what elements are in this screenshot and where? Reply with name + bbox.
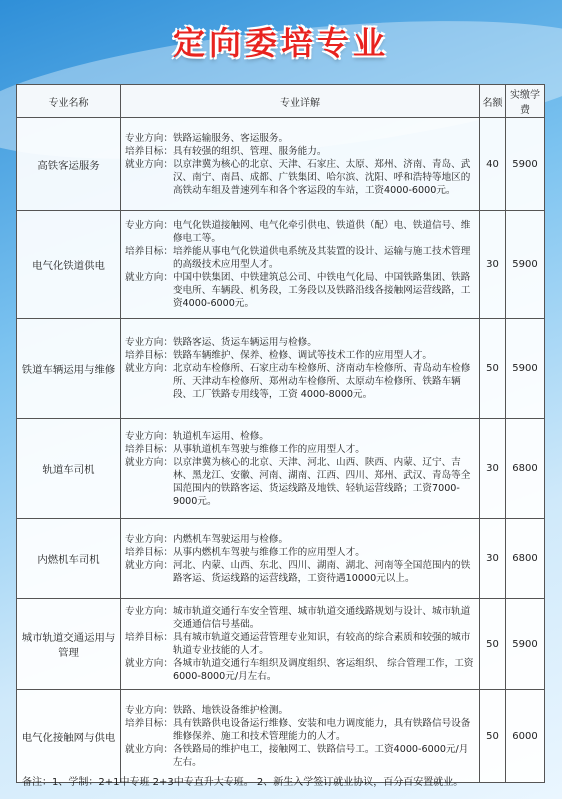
detail-line <box>125 245 475 271</box>
major-name: 铁道车辆运用与维修 <box>17 319 121 419</box>
major-detail <box>121 319 480 419</box>
detail-line <box>125 349 475 362</box>
major-name: 电气化铁道供电 <box>17 211 121 319</box>
detail-label: 培养目标： <box>125 350 173 361</box>
quota-value: 50 <box>480 319 506 419</box>
major-detail <box>121 690 480 783</box>
quota-value: 40 <box>480 118 506 211</box>
detail-text: 具有铁路供电设备运行维修、安装和电力调度能力，具有铁路信号设备维修保养、施工和技术管理能力的人才。 <box>172 717 471 742</box>
header-major-detail: 专业详解 <box>121 85 480 118</box>
major-name: 内燃机车司机 <box>17 519 121 599</box>
detail-line <box>125 271 475 310</box>
majors-table <box>16 84 545 783</box>
table-row <box>17 211 545 319</box>
major-detail <box>121 211 480 319</box>
detail-text: 培养能从事电气化铁道供电系统及其装置的设计、运输与施工技术管理的高级技术应用型人才。 <box>172 246 471 270</box>
fee-value: 6800 <box>506 419 545 519</box>
detail-text: 以京津冀为核心的北京、天津、石家庄、太原、郑州、济南、青岛、武汉、南宁、南昌、成都、广铁集团、哈尔滨、沈阳、呼和浩特等地区的高铁动车组及普速列车和各个客运段的车站，工资4000-6000元。 <box>172 158 471 196</box>
detail-label: 就业方向： <box>125 456 173 468</box>
table-body <box>17 118 545 783</box>
majors-table-wrap <box>16 84 544 783</box>
detail-text: 电气化铁道接触网、电气化牵引供电、铁道供（配）电、铁道信号、维修电工等。 <box>172 220 471 244</box>
table-row <box>17 319 545 419</box>
detail-text: 具有城市轨道交通运营管理专业知识，有较高的综合素质和较强的城市轨道专业技能的人才。 <box>172 632 471 656</box>
detail-line <box>125 362 475 401</box>
detail-line <box>125 717 475 743</box>
detail-label: 培养目标： <box>125 443 173 455</box>
table-row <box>17 690 545 783</box>
detail-label: 就业方向： <box>125 272 173 283</box>
detail-line <box>125 158 475 197</box>
detail-line <box>125 443 475 456</box>
detail-label: 就业方向： <box>125 658 173 669</box>
header-quota: 名额 <box>480 85 506 118</box>
fee-value: 5900 <box>506 319 545 419</box>
detail-line <box>125 219 475 245</box>
quota-value: 30 <box>480 419 506 519</box>
fee-value: 5900 <box>506 211 545 319</box>
footer-note: 备注：1、学制：2+1中专班 2+3中专直升大专班。 2、新生入学签订就业协议，百分百安置就业。 <box>22 777 464 788</box>
detail-label: 专业方向： <box>125 220 173 231</box>
quota-value: 30 <box>480 519 506 599</box>
detail-line <box>125 132 475 145</box>
detail-label: 专业方向： <box>125 533 173 545</box>
quota-value: 50 <box>480 599 506 690</box>
table-row <box>17 599 545 690</box>
detail-line <box>125 145 475 158</box>
detail-text: 以京津冀为核心的北京、天津、河北、山西、陕西、内蒙、辽宁、吉林、黑龙江、安徽、河南、湖南、江西、四川、郑州、武汉、青岛等全国范围内的铁路客运、货运线路及地铁、轻轨运营线路；工资7000-9000元。 <box>172 456 471 507</box>
detail-text: 具有较强的组织、管理、服务能力。 <box>172 145 327 157</box>
detail-label: 培养目标： <box>125 717 173 729</box>
major-name: 高铁客运服务 <box>17 118 121 211</box>
major-name: 城市轨道交通运用与管理 <box>17 599 121 690</box>
major-name: 电气化接触网与供电 <box>17 690 121 783</box>
detail-label: 就业方向： <box>125 559 173 571</box>
detail-text: 铁路车辆维护、保养、检修、调试等技术工作的应用型人才。 <box>172 350 432 361</box>
detail-text: 铁路运输服务、客运服务。 <box>172 132 289 144</box>
fee-value: 6000 <box>506 690 545 783</box>
detail-line <box>125 430 475 443</box>
detail-label: 就业方向： <box>125 743 173 755</box>
detail-line <box>125 657 475 683</box>
table-row <box>17 419 545 519</box>
major-detail <box>121 599 480 690</box>
quota-value: 30 <box>480 211 506 319</box>
detail-line <box>125 533 475 546</box>
header-major-name: 专业名称 <box>17 85 121 118</box>
table-header-row <box>17 85 545 118</box>
major-detail <box>121 118 480 211</box>
fee-value: 6800 <box>506 519 545 599</box>
detail-label: 培养目标： <box>125 246 173 257</box>
detail-text: 各城市轨道交通行车组织及调度组织、客运组织、 综合管理工作，工资6000-8000元/月左右。 <box>172 658 474 682</box>
detail-line <box>125 336 475 349</box>
detail-label: 培养目标： <box>125 145 173 157</box>
quota-value: 50 <box>480 690 506 783</box>
detail-text: 铁路客运、货运车辆运用与检修。 <box>172 337 317 348</box>
fee-value: 5900 <box>506 118 545 211</box>
detail-line <box>125 546 475 559</box>
detail-line <box>125 456 475 508</box>
detail-line <box>125 743 475 769</box>
detail-label: 就业方向： <box>125 363 173 374</box>
detail-label: 培养目标： <box>125 632 173 643</box>
major-name: 轨道车司机 <box>17 419 121 519</box>
detail-text: 从事轨道机车驾驶与维修工作的应用型人才。 <box>172 443 365 455</box>
detail-label: 专业方向： <box>125 132 173 144</box>
detail-label: 专业方向： <box>125 337 173 348</box>
detail-label: 专业方向： <box>125 606 173 617</box>
detail-text: 城市轨道交通行车安全管理、城市轨道交通线路规划与设计、城市轨道交通通信信号基础。 <box>172 606 471 630</box>
detail-line <box>125 605 475 631</box>
detail-text: 各铁路局的维护电工，接触网工、铁路信号工。工资4000-6000元/月左右。 <box>172 743 469 768</box>
major-detail <box>121 419 480 519</box>
detail-line <box>125 631 475 657</box>
table-row <box>17 519 545 599</box>
page-title: 定向委培专业 <box>172 24 389 62</box>
detail-label: 培养目标： <box>125 546 173 558</box>
detail-label: 专业方向： <box>125 430 173 442</box>
detail-label: 就业方向： <box>125 158 173 170</box>
detail-text: 北京动车检修所、石家庄动车检修所、济南动车检修所、青岛动车检修所、天津动车检修所、郑州动车检修所、太原动车检修所、铁路车辆段、工厂铁路专用线等，工资 4000-8000元。 <box>172 363 471 400</box>
detail-text: 中国中铁集团、中铁建筑总公司、中铁电气化局、中国铁路集团、铁路变电所、车辆段、机务段，工务段以及铁路沿线各接触网运营线路，工资4000-6000元。 <box>172 272 471 309</box>
detail-label: 专业方向： <box>125 704 173 716</box>
detail-text: 河北、内蒙、山西、东北、四川、湖南、湖北、河南等全国范围内的铁路客运、货运线路的运营线路，工资待遇10000元以上。 <box>172 559 471 584</box>
detail-line <box>125 559 475 585</box>
header-fee: 实缴学费 <box>506 85 545 118</box>
major-detail <box>121 519 480 599</box>
detail-text: 铁路、地铁设备维护检测。 <box>172 704 289 716</box>
detail-text: 从事内燃机车驾驶与维修工作的应用型人才。 <box>172 546 365 558</box>
table-row <box>17 118 545 211</box>
detail-line <box>125 704 475 717</box>
detail-text: 轨道机车运用、检修。 <box>172 430 269 442</box>
detail-text: 内燃机车驾驶运用与检修。 <box>172 533 289 545</box>
fee-value: 5900 <box>506 599 545 690</box>
